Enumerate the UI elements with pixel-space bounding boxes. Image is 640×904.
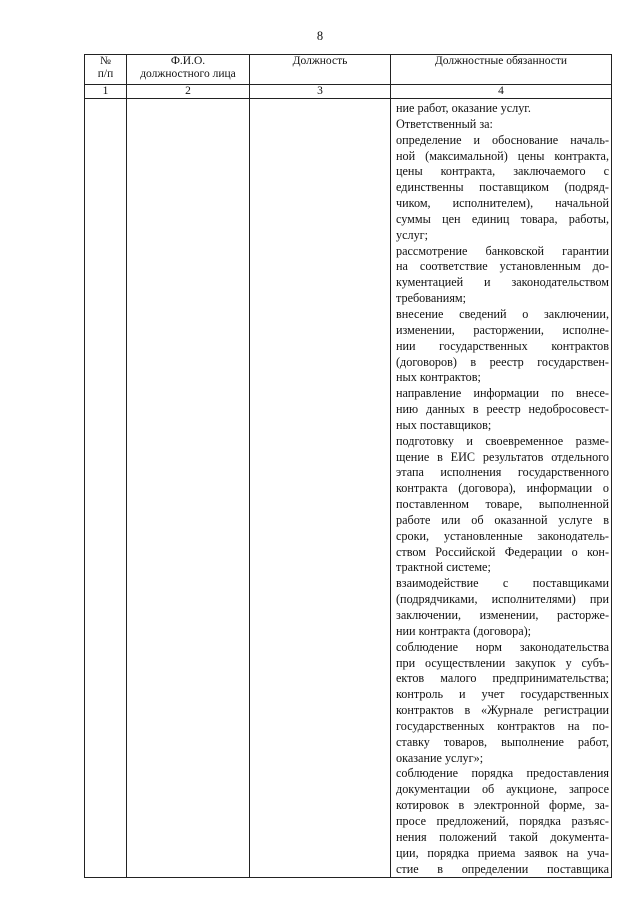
duty-line: на соответствие установленным до- — [396, 259, 609, 274]
duty-line: Ответственный за: — [396, 116, 493, 131]
column-number-row — [85, 85, 612, 99]
duty-line: направление информации по внесе- — [396, 386, 609, 401]
duty-line: контрактов в «Журнале регистрации — [396, 703, 609, 718]
duty-line: (подрядчиками, исполнителями) при — [396, 592, 609, 607]
column-number: 1 — [85, 85, 127, 99]
duty-line: при осуществлении закупок у субъ- — [396, 655, 609, 670]
duty-line: ектов малого предпринимательства; — [396, 671, 609, 686]
duty-line: требованиям; — [396, 291, 467, 306]
duty-line: цены контракта, заключаемого с — [396, 164, 609, 179]
header-duties — [391, 55, 612, 85]
page-number: 8 — [316, 29, 324, 43]
duty-line: щение в ЕИС результатов отдельного — [396, 449, 609, 464]
duty-line: ством Российской Федерации о кон- — [396, 544, 609, 559]
duty-line: ных поставщиков; — [396, 417, 492, 432]
position-cell — [250, 99, 391, 878]
duty-line: (договоров) в реестр государствен- — [396, 354, 609, 369]
header-duties-label: Должностные обязанности — [434, 55, 568, 67]
duty-line: ной (максимальной) цены контракта, — [396, 148, 609, 163]
duty-line: ных контрактов; — [396, 370, 481, 385]
header-full-name — [127, 55, 250, 85]
duty-line: соблюдение порядка предоставления — [396, 766, 609, 781]
header-number — [85, 55, 127, 85]
column-number: 4 — [391, 85, 612, 99]
duty-line: стие в определении поставщика — [396, 861, 609, 876]
duties-text — [391, 99, 611, 877]
duty-line: сроки, установленные законодатель- — [396, 528, 609, 543]
duty-line: поставленном товаре, выполненной — [396, 497, 609, 512]
duty-line: взаимодействие с поставщиками — [396, 576, 609, 591]
duty-line: трактной системе; — [396, 560, 491, 575]
header-number-line2: п/п — [97, 68, 114, 80]
table-row — [85, 99, 612, 878]
duty-line: единственны поставщиком (подряд- — [396, 180, 609, 195]
header-row — [85, 55, 612, 85]
duty-line: контракта (договора), информации о — [396, 481, 609, 496]
duty-line: рассмотрение банковской гарантии — [396, 243, 609, 258]
duty-line: соблюдение норм законодательства — [396, 639, 609, 654]
duty-line: оказание услуг»; — [396, 750, 484, 765]
duty-line: кументацией и законодательством — [396, 275, 609, 290]
header-position — [250, 55, 391, 85]
duty-line: чиком, исполнителем), начальной — [396, 196, 609, 211]
duty-line: нии контракта (договора); — [396, 623, 532, 638]
duty-line: ции, порядка приема заявок на уча- — [396, 845, 609, 860]
header-number-line1: № — [100, 55, 111, 67]
duty-line: документации об аукционе, запросе — [396, 782, 609, 797]
number-cell — [85, 99, 127, 878]
duty-line: нения положений такой документа- — [396, 829, 609, 844]
duties-cell — [391, 99, 612, 878]
duty-line: контроль и учет государственных — [396, 687, 609, 702]
duty-line: ставку товаров, выполнение работ, — [396, 734, 609, 749]
column-number: 2 — [127, 85, 250, 99]
duty-line: изменении, расторжении, исполне- — [396, 322, 609, 337]
duty-line: внесение сведений о заключении, — [396, 306, 609, 321]
duty-line: ние работ, оказание услуг. — [396, 101, 531, 115]
duty-line: нии государственных контрактов — [396, 338, 609, 353]
column-number: 3 — [250, 85, 391, 99]
duty-line: заключении, изменении, расторже- — [396, 608, 609, 622]
duty-line: работе или об оказанной услуге в — [396, 512, 609, 527]
duty-line: определение и обоснование началь- — [396, 132, 609, 147]
duty-line: просе предложений, порядка разъяс- — [396, 813, 609, 828]
header-position-label: Должность — [292, 55, 348, 67]
duty-line: нию данных в реестр недобросовест- — [396, 402, 609, 417]
duties-table — [84, 54, 612, 878]
duty-line: подготовку и своевременное разме- — [396, 433, 609, 448]
duty-line: этапа исполнения государственного — [396, 465, 609, 480]
header-full-name-line2: должностного лица — [140, 68, 236, 80]
duty-line: суммы цен единиц товара, работы, — [396, 211, 609, 226]
duty-line: государственных контрактов на по- — [396, 718, 609, 733]
duty-line: услуг; — [396, 227, 429, 242]
header-full-name-line1: Ф.И.О. — [170, 55, 206, 67]
full-name-cell — [127, 99, 250, 878]
duty-line: котировок в электронной форме, за- — [396, 798, 609, 813]
